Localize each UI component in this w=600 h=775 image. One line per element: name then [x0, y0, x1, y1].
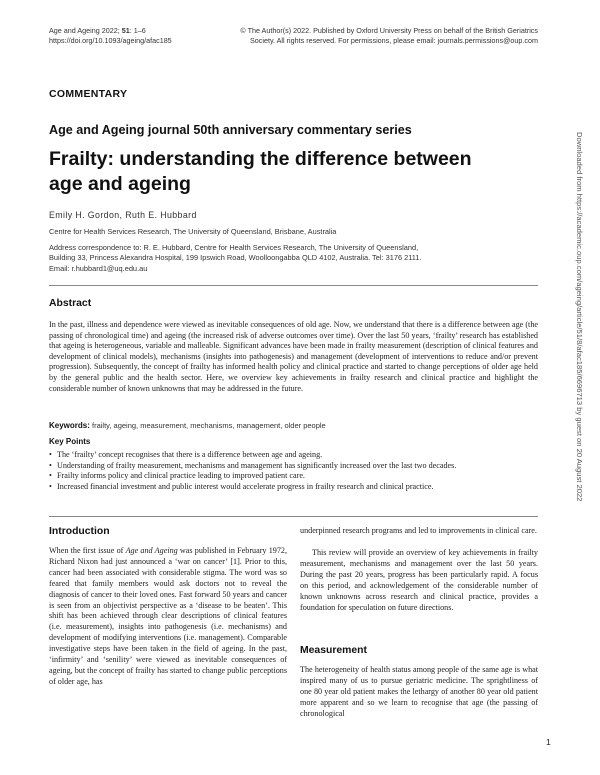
- abstract-text: In the past, illness and dependence were viewed as inevitable consequences of old age. Now, we understand that there is a difference between age (the passing of chronological time) and ageing (the increased risk of adverse outcomes over time). Over the last 50 years, ‘frailty’ research has established that ageing is heterogeneous, variable and malleable. Significant advances have been made in frailty measurement (description of clinical features and development of clinical models), mechanisms (insights into pathogenesis) and management (development of interventions to reduce and/or prevent progression). Subsequently, the concept of frailty has informed health policy and clinical practice and started to change perceptions of older age held by the general public and the health sector. Here, we overview key achievements in frailty research and clinical practice and highlight the considerable number of known unknowns that may be addressed in the future.: [49, 320, 538, 393]
- journal-volume-line: [49, 26, 172, 36]
- keywords-label: Keywords:: [49, 421, 90, 430]
- copyright-line-1: © The Author(s) 2022. Published by Oxford University Press on behalf of the British Geriatrics: [240, 26, 538, 35]
- measurement-heading: Measurement: [300, 645, 367, 656]
- introduction-paragraph: [49, 546, 287, 688]
- section-label: COMMENTARY: [49, 88, 128, 100]
- right-paragraph-1: underpinned research programs and led to improvements in clinical care.: [300, 526, 537, 535]
- divider-top: [49, 285, 538, 286]
- affiliation: Centre for Health Services Research, The University of Queensland, Brisbane, Australia: [49, 227, 337, 236]
- journal-name-italic: Age and Ageing: [125, 546, 178, 555]
- introduction-heading: Introduction: [49, 526, 110, 537]
- title-line-1: Frailty: understanding the difference between: [49, 148, 472, 170]
- correspondence-address: [49, 243, 519, 274]
- copyright-notice: [218, 26, 538, 46]
- journal-citation: [49, 26, 172, 46]
- author-list: Emily H. Gordon, Ruth E. Hubbard: [49, 210, 197, 220]
- right-paragraph-2: This review will provide an overview of key achievements in frailty measurement, mechanisms and management over the last 50 years. During the past 20 years, progress has been particularly rapid. A focus on this period, and acknowledgement of the considerable number of known unknowns across research and clinical practice, provides a foundation for speculation on future directions.: [300, 548, 538, 612]
- email-address[interactable]: Email: r.hubbard1@uq.edu.au: [49, 263, 148, 273]
- journal-pages: : 1–6: [129, 26, 146, 35]
- journal-name: Age and Ageing 2022;: [49, 26, 122, 35]
- measurement-paragraph: The heterogeneity of health status among people of the same age is what inspired many of us to pursue geriatric medicine. The sprightliness of one 80 year old patient makes the lethargy of another 80 year old patient more apparent and so we learn to recognise that age (the passing of chronological: [300, 665, 538, 718]
- doi-link[interactable]: https://doi.org/10.1093/ageing/afac185: [49, 36, 172, 45]
- key-point: • Understanding of frailty measurement, mechanisms and management has significantly increased over the last two decades.: [49, 461, 538, 472]
- download-watermark: [574, 132, 586, 602]
- article-title: [49, 147, 519, 197]
- journal-volume: 51: [121, 26, 130, 35]
- title-line-2: age and ageing: [49, 173, 191, 195]
- key-point: • Increased financial investment and public interest would accelerate progress in frailty research and clinical practice.: [49, 482, 538, 493]
- key-point: • The ‘frailty’ concept recognises that there is a difference between age and ageing.: [49, 450, 538, 461]
- keywords: [49, 421, 326, 430]
- key-points-list: [49, 450, 538, 492]
- copyright-line-2: Society. All rights reserved. For permissions, please email: journals.permissions@oup.com: [250, 36, 538, 45]
- address-line-1: Address correspondence to: R. E. Hubbard, Centre for Health Services Research, The University of Queensland,: [49, 243, 419, 252]
- intro-text-start: When the first issue of: [49, 546, 126, 555]
- page-number: 1: [546, 737, 551, 747]
- address-line-2: Building 33, Princess Alexandra Hospital, 199 Ipswich Road, Woolloongabba QLD 4102, Australia. Tel: 3176 2111.: [49, 253, 422, 263]
- key-points-heading: Key Points: [49, 437, 91, 446]
- series-title: Age and Ageing journal 50th anniversary commentary series: [49, 123, 412, 137]
- divider-bottom: [49, 516, 538, 517]
- keywords-list: frailty, ageing, measurement, mechanisms, management, older people: [89, 421, 326, 430]
- intro-text-rest: was published in February 1972, Richard Nixon had just announced a ‘war on cancer’ [1]. Prior to this, cancer had been associated with considerable stigma. The word was so feared that family members would ask doctors not to reveal the diagnosis of cancer to their loved ones. Fast forward 50 years and cancer is seen from an objectivist perspective as a ‘disease to be beaten’. This shift has been achieved through clear descriptions of clinical features (i.e. measurement), insights into pathogenesis (i.e. mechanisms) and development of modifying interventions (i.e. management). Comparable investigative steps have been taken in the field of ageing. In the past, ‘infirmity’ and ‘senility’ were viewed as inevitable consequences of ageing, but the concept of frailty has started to change public perceptions of older age, has: [49, 546, 287, 686]
- key-point: • Frailty informs policy and clinical practice leading to improved patient care.: [49, 471, 538, 482]
- watermark-text: Downloaded from https://academic.oup.com/ageing/article/51/8/afac185/6696713 by guest on 20 August 2022: [575, 132, 584, 502]
- abstract-heading: Abstract: [49, 298, 92, 309]
